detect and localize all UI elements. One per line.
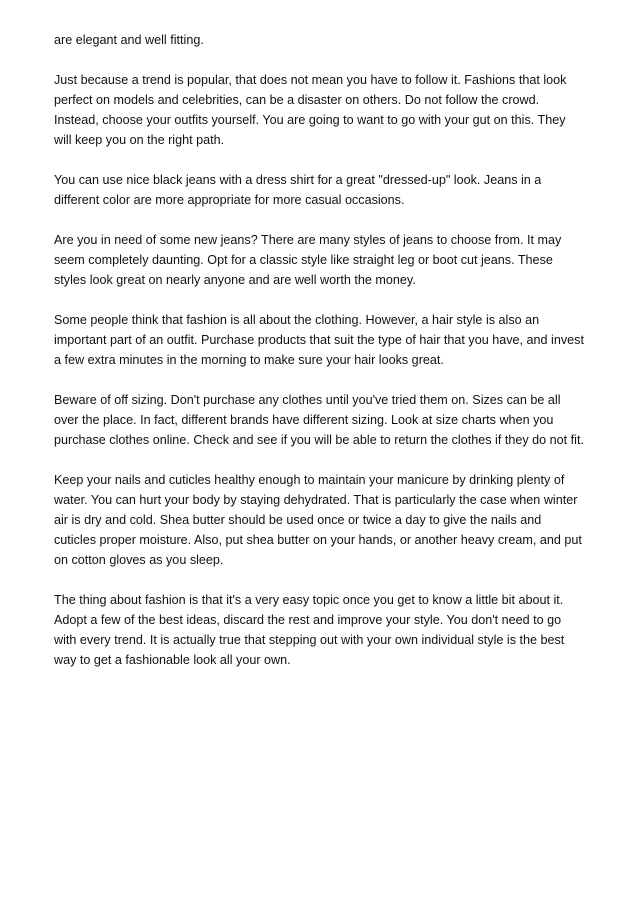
paragraph: Just because a trend is popular, that does not mean you have to follow it. Fashions that look perfect on models and celebrities, can be a disaster on others. Do not follow the crowd. Instead, choose your outfits yourself. You are going to want to go with your gut on this. They will keep you on the right path. <box>54 73 567 147</box>
paragraph: Beware of off sizing. Don't purchase any clothes until you've tried them on. Sizes can be all over the place. In fact, different brands have different sizing. Look at size charts when you purchase clothes online. Check and see if you will be able to return the clothes if they do not fit. <box>54 393 584 447</box>
paragraph: Are you in need of some new jeans? There are many styles of jeans to choose from. It may seem completely daunting. Opt for a classic style like straight leg or boot cut jeans. These styles look great on nearly anyone and are well worth the money. <box>54 233 562 287</box>
paragraph: Keep your nails and cuticles healthy enough to maintain your manicure by drinking plenty of water. You can hurt your body by staying dehydrated. That is particularly the case when winter air is dry and cold. Shea butter should be used once or twice a day to give the nails and cuticles proper moisture. Also, put shea butter on your hands, or another heavy cream, and put on cotton gloves as you sleep. <box>54 473 582 567</box>
paragraph: are elegant and well fitting. <box>54 33 204 47</box>
paragraph: Some people think that fashion is all about the clothing. However, a hair style is also an important part of an outfit. Purchase products that suit the type of hair that you have, and invest a few extra minutes in the morning to make sure your hair looks great. <box>54 313 584 367</box>
paragraph: The thing about fashion is that it's a very easy topic once you get to know a little bit about it. Adopt a few of the best ideas, discard the rest and improve your style. You don't need to go with every trend. It is actually true that stepping out with your own individual style is the best way to get a fashionable look all your own. <box>54 593 565 667</box>
document-body <box>54 30 586 690</box>
paragraph: You can use nice black jeans with a dress shirt for a great "dressed-up" look. Jeans in a different color are more appropriate for more casual occasions. <box>54 173 542 207</box>
